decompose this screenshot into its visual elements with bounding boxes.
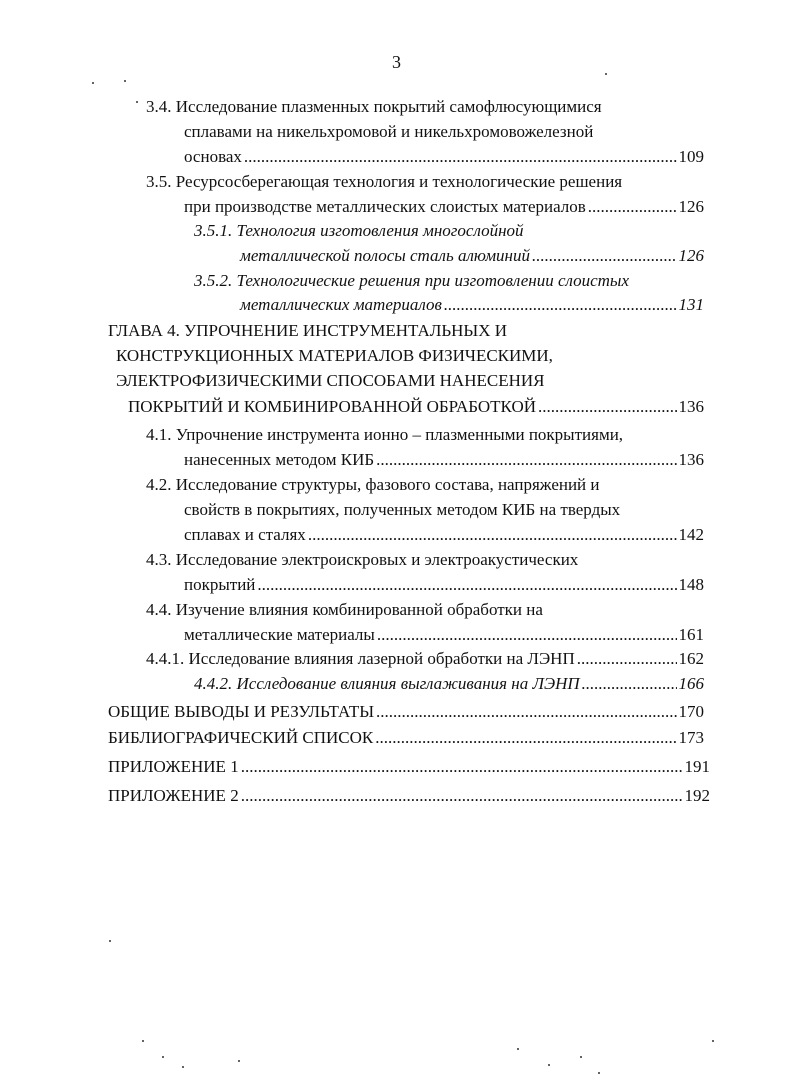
leader-dots	[538, 396, 677, 418]
toc-text: покрытий	[184, 575, 256, 594]
leader-dots	[582, 673, 677, 695]
toc-entry-conclusions	[108, 701, 704, 723]
toc-text: металлические материалы	[184, 625, 375, 644]
toc-text: ПРИЛОЖЕНИЕ 2	[108, 786, 239, 805]
toc-page: 148	[678, 575, 704, 594]
toc-text: 4.4.2. Исследование влияния выглаживания на ЛЭНП	[194, 674, 580, 693]
toc-line	[184, 449, 704, 471]
toc-line	[184, 146, 704, 168]
scan-speck	[142, 1040, 144, 1042]
toc-text: 3.4. Исследование плазменных покрытий самофлюсующимися	[146, 97, 602, 116]
scan-speck	[238, 1060, 240, 1062]
toc-text: основах	[184, 147, 242, 166]
scan-speck	[605, 73, 607, 75]
toc-page: 131	[678, 295, 704, 314]
toc-text: свойств в покрытиях, полученных методом КИБ на твердых	[184, 500, 621, 519]
toc-page: 192	[684, 786, 710, 805]
toc-page: 109	[678, 147, 704, 166]
toc-entry-bibliography	[108, 727, 704, 749]
toc-text: 3.5.1. Технология изготовления многослойной	[194, 221, 524, 240]
leader-dots	[444, 294, 677, 316]
leader-dots	[588, 196, 677, 218]
scan-speck	[580, 1056, 582, 1058]
toc-entry-appendix-1	[108, 756, 710, 778]
toc-text: ПРИЛОЖЕНИЕ 1	[108, 757, 239, 776]
toc-text: ЭЛЕКТРОФИЗИЧЕСКИМИ СПОСОБАМИ НАНЕСЕНИЯ	[116, 371, 545, 390]
leader-dots	[376, 449, 676, 471]
toc-line	[240, 245, 704, 267]
toc-entry-4-4-2	[194, 673, 704, 695]
leader-dots	[244, 146, 677, 168]
toc-page: 126	[678, 197, 704, 216]
toc-text: металлических материалов	[240, 295, 442, 314]
toc-text: 4.1. Упрочнение инструмента ионно – плазменными покрытиями,	[146, 425, 624, 444]
toc-page: 162	[678, 649, 704, 668]
toc-text: 4.4. Изучение влияния комбинированной обработки на	[146, 600, 543, 619]
toc-text: ПОКРЫТИЙ И КОМБИНИРОВАННОЙ ОБРАБОТКОЙ	[128, 397, 536, 416]
toc-text: при производстве металлических слоистых материалов	[184, 197, 586, 216]
toc-text: 3.5. Ресурсосберегающая технология и технологические решения	[146, 172, 623, 191]
toc-text: 4.2. Исследование структуры, фазового состава, напряжений и	[146, 475, 600, 494]
leader-dots	[532, 245, 677, 267]
scan-speck	[712, 1040, 714, 1042]
scan-speck	[598, 1072, 600, 1074]
toc-page: 173	[678, 728, 704, 747]
toc-page: 166	[678, 674, 704, 693]
toc-text: 4.3. Исследование электроискровых и электроакустических	[146, 550, 579, 569]
toc-entry-appendix-2	[108, 785, 710, 807]
leader-dots	[375, 727, 676, 749]
toc-page: 136	[678, 450, 704, 469]
scan-speck	[124, 80, 126, 82]
toc-text: сплавами на никельхромовой и никельхромовожелезной	[184, 122, 594, 141]
toc-line	[184, 574, 704, 596]
toc-text: 4.4.1. Исследование влияния лазерной обработки на ЛЭНП	[146, 649, 575, 668]
toc-line	[184, 196, 704, 218]
toc-page: 136	[678, 397, 704, 416]
toc-page: 161	[678, 625, 704, 644]
page-number: 3	[392, 52, 401, 72]
scan-speck	[136, 101, 138, 103]
leader-dots	[241, 785, 683, 807]
toc-page: 170	[678, 702, 704, 721]
toc-text: ГЛАВА 4. УПРОЧНЕНИЕ ИНСТРУМЕНТАЛЬНЫХ И	[108, 321, 508, 340]
scan-speck	[517, 1048, 519, 1050]
toc-entry-4-4-1	[146, 648, 704, 670]
toc-line	[128, 396, 704, 418]
toc-line	[184, 624, 704, 646]
scan-speck	[182, 1066, 184, 1068]
leader-dots	[308, 524, 677, 546]
toc-text: КОНСТРУКЦИОННЫХ МАТЕРИАЛОВ ФИЗИЧЕСКИМИ,	[116, 346, 553, 365]
leader-dots	[377, 624, 677, 646]
toc-text: БИБЛИОГРАФИЧЕСКИЙ СПИСОК	[108, 728, 374, 747]
toc-line	[184, 524, 704, 546]
leader-dots	[257, 574, 676, 596]
scan-speck	[109, 940, 111, 942]
toc-text: 3.5.2. Технологические решения при изготовлении слоистых	[194, 271, 629, 290]
scan-speck	[92, 82, 94, 84]
toc-page: 126	[678, 246, 704, 265]
scan-speck	[162, 1056, 164, 1058]
toc-text: ОБЩИЕ ВЫВОДЫ И РЕЗУЛЬТАТЫ	[108, 702, 375, 721]
toc-text: нанесенных методом КИБ	[184, 450, 375, 469]
toc-text: металлической полосы сталь алюминий	[240, 246, 530, 265]
leader-dots	[577, 648, 677, 670]
toc-text: сплавах и сталях	[184, 525, 306, 544]
scan-speck	[548, 1064, 550, 1066]
leader-dots	[376, 701, 676, 723]
leader-dots	[241, 756, 683, 778]
toc-page: 191	[684, 757, 710, 776]
toc-page: 142	[678, 525, 704, 544]
toc-line	[240, 294, 704, 316]
